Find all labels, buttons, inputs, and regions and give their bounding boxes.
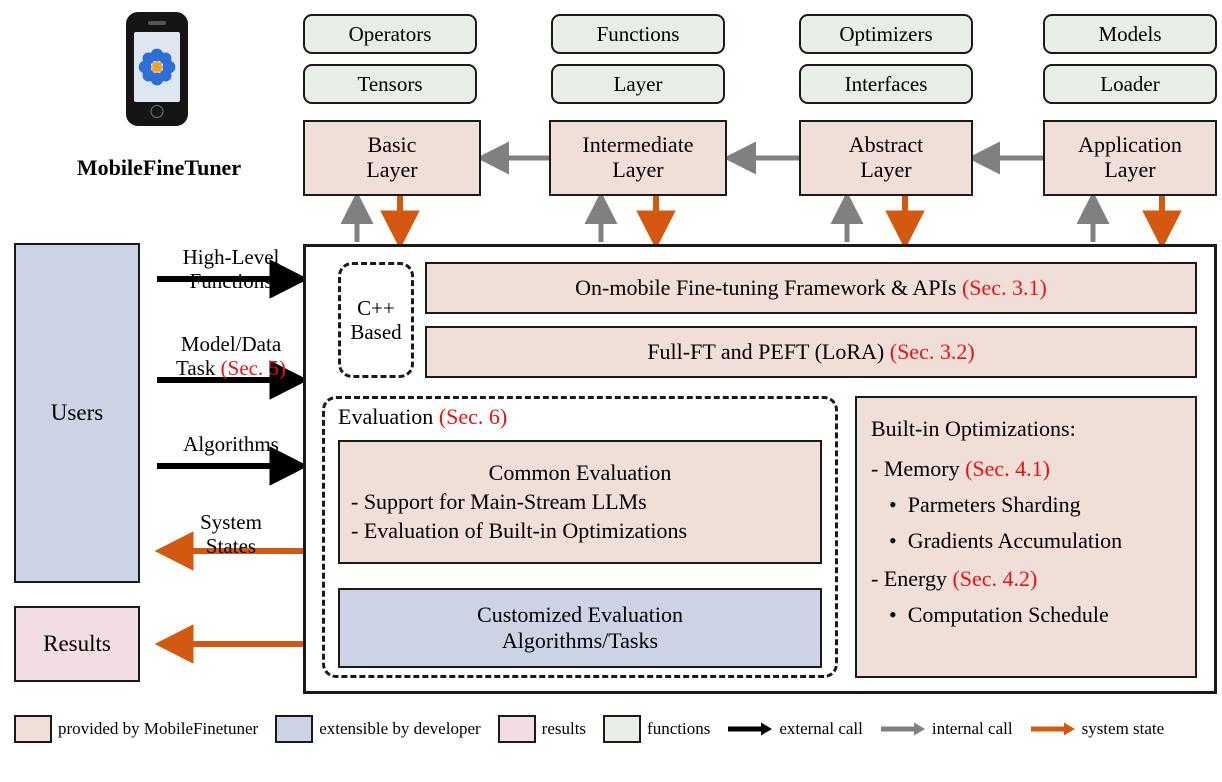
legend-item-results	[498, 715, 586, 743]
legend-label: external call	[779, 719, 863, 738]
legend-item-internal-call	[880, 719, 1013, 739]
builtin-optimizations-box[interactable]	[855, 396, 1197, 678]
customized-evaluation-box[interactable]	[338, 588, 822, 668]
function-box-models[interactable]	[1043, 14, 1217, 54]
section-ref: (Sec. 6)	[438, 404, 508, 429]
edge-label-model-data-task	[155, 332, 307, 380]
function-box-operators[interactable]	[303, 14, 477, 54]
optimizations-bullet-3: • Computation Schedule	[889, 602, 1109, 627]
edge-label-line2: Task (Sec. 5)	[176, 356, 286, 381]
cpp-label-line2: Based	[350, 320, 402, 344]
layer-label-line2: Layer	[860, 157, 912, 182]
layer-label-line1: Intermediate	[582, 132, 694, 158]
function-box-tensors[interactable]	[303, 64, 477, 104]
layer-label-line2: Layer	[366, 157, 418, 182]
function-box-functions[interactable]	[551, 14, 725, 54]
framework-apis-box[interactable]	[425, 262, 1197, 314]
cpp-based-box	[338, 262, 414, 378]
edge-label-line1: High-Level	[182, 245, 280, 269]
cpp-label-line1: C++	[357, 295, 395, 320]
section-ref: (Sec. 4.2)	[952, 566, 1038, 591]
function-box-optimizers[interactable]	[799, 14, 973, 54]
node-users-label: Users	[50, 400, 104, 425]
section-ref: (Sec. 3.1)	[961, 275, 1047, 300]
edge-label-system-states	[155, 510, 307, 558]
node-results[interactable]	[14, 606, 140, 682]
layer-label-line2: Layer	[612, 157, 664, 182]
legend-item-provided	[14, 715, 258, 743]
legend-arrow-orange	[1030, 721, 1076, 737]
edge-label-algorithms	[155, 432, 307, 456]
layer-box-intermediate[interactable]	[549, 120, 727, 196]
layer-label-line1: Basic	[367, 132, 417, 158]
optimizations-memory: - Memory (Sec. 4.1)	[871, 456, 1051, 481]
customized-evaluation-line1: Customized Evaluation	[477, 602, 683, 627]
edge-label-high-level-functions	[155, 245, 307, 293]
function-box-loader[interactable]	[1043, 64, 1217, 104]
brand-title: MobileFineTuner	[76, 155, 242, 180]
layer-box-abstract[interactable]	[799, 120, 973, 196]
function-box-layer[interactable]	[551, 64, 725, 104]
function-box-label: Optimizers	[839, 21, 933, 46]
node-results-label: Results	[43, 631, 111, 656]
legend-arrow-gray	[880, 721, 926, 737]
common-evaluation-title: Common Evaluation	[488, 460, 672, 485]
common-evaluation-item-2: - Evaluation of Built-in Optimizations	[351, 518, 688, 543]
legend-item-system-state	[1030, 719, 1165, 739]
layer-label-line1: Application	[1078, 132, 1182, 158]
optimizations-energy: - Energy (Sec. 4.2)	[871, 566, 1038, 591]
legend-item-extensible	[275, 715, 480, 743]
edge-label-line2: States	[205, 534, 257, 559]
legend-label: provided by MobileFinetuner	[58, 719, 259, 738]
function-box-label: Interfaces	[844, 71, 928, 96]
edge-label-line1: Model/Data	[180, 332, 282, 356]
peft-box[interactable]	[425, 326, 1197, 378]
optimizations-title: Built-in Optimizations:	[871, 416, 1076, 441]
node-users[interactable]	[14, 243, 140, 583]
function-box-label: Models	[1098, 21, 1162, 46]
layer-label-line1: Abstract	[848, 132, 924, 158]
legend-label: extensible by developer	[319, 719, 481, 738]
function-box-label: Loader	[1100, 71, 1160, 96]
optimizations-bullet-1: • Parmeters Sharding	[889, 492, 1081, 517]
legend-label: results	[541, 719, 587, 738]
legend-swatch-extensible	[275, 715, 313, 743]
framework-apis-label: On-mobile Fine-tuning Framework & APIs (Sec. 3.1)	[575, 275, 1047, 300]
legend-swatch-results	[498, 715, 536, 743]
function-box-label: Layer	[613, 71, 663, 96]
section-ref: (Sec. 4.1)	[965, 456, 1051, 481]
legend-label: system state	[1081, 719, 1165, 738]
function-box-label: Tensors	[357, 71, 423, 96]
common-evaluation-box[interactable]	[338, 440, 822, 564]
common-evaluation-item-1: - Support for Main-Stream LLMs	[351, 489, 647, 514]
function-box-label: Functions	[596, 21, 680, 46]
legend-label: functions	[647, 719, 711, 738]
legend-label: internal call	[931, 719, 1013, 738]
section-ref: (Sec. 3.2)	[889, 339, 975, 364]
legend-swatch-functions	[603, 715, 641, 743]
legend-item-external-call	[727, 719, 863, 739]
edge-label-line2: Functions	[189, 269, 273, 294]
legend-swatch-provided	[14, 715, 52, 743]
evaluation-title: Evaluation (Sec. 6)	[338, 404, 508, 429]
customized-evaluation-line2: Algorithms/Tasks	[501, 628, 659, 653]
edge-label-line1: System	[200, 510, 262, 534]
function-box-label: Operators	[348, 21, 432, 46]
layer-label-line2: Layer	[1104, 157, 1156, 182]
smartphone-icon	[126, 12, 188, 126]
layer-box-basic[interactable]	[303, 120, 481, 196]
section-ref: (Sec. 5)	[220, 356, 286, 381]
legend-item-functions	[603, 715, 710, 743]
legend-arrow-black	[727, 721, 773, 737]
function-box-interfaces[interactable]	[799, 64, 973, 104]
optimizations-bullet-2: • Gradients Accumulation	[889, 528, 1123, 553]
peft-label: Full-FT and PEFT (LoRA) (Sec. 3.2)	[647, 339, 975, 364]
layer-box-application[interactable]	[1043, 120, 1217, 196]
edge-label-line1: Algorithms	[183, 432, 279, 456]
legend	[14, 714, 1210, 744]
